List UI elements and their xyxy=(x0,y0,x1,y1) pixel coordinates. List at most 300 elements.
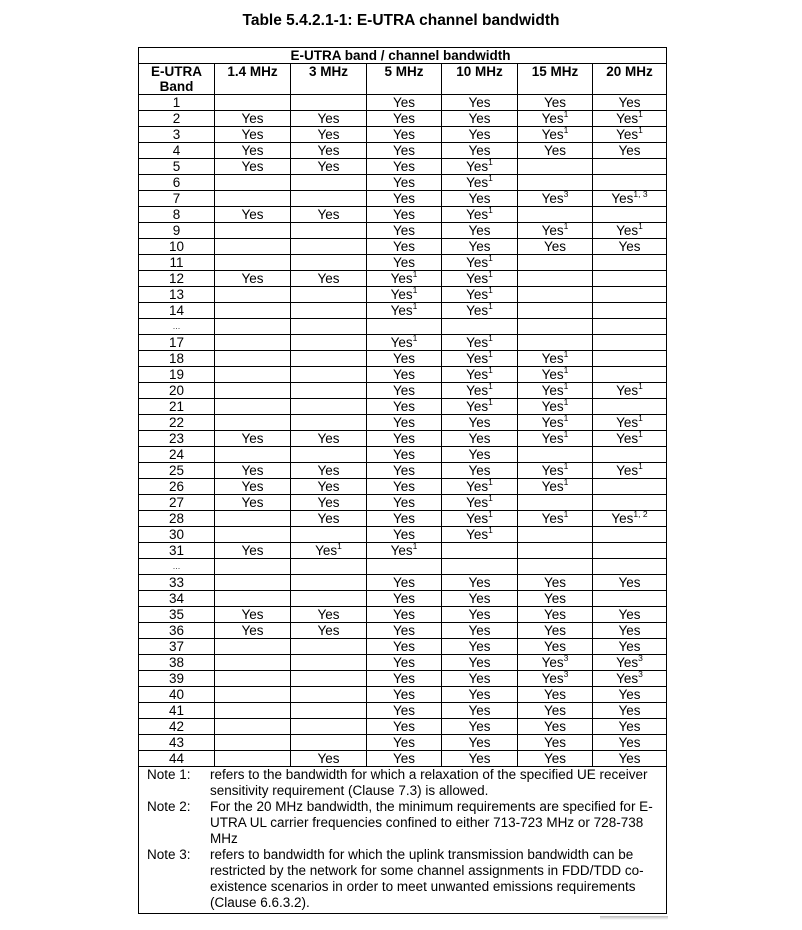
bandwidth-cell xyxy=(291,175,367,191)
bandwidth-cell xyxy=(442,719,518,735)
bandwidth-cell xyxy=(518,751,593,767)
bandwidth-cell xyxy=(442,319,518,335)
bandwidth-cell xyxy=(518,607,593,623)
cell-value: Yes xyxy=(241,271,264,286)
cell-value: Yes xyxy=(616,111,639,126)
cell-value: Yes xyxy=(468,223,491,238)
bandwidth-cell xyxy=(215,719,291,735)
cell-value: Yes xyxy=(468,95,491,110)
cell-value: Yes xyxy=(466,511,489,526)
cell-value: Yes xyxy=(468,431,491,446)
cell-value: Yes xyxy=(317,431,340,446)
cell-value: Yes xyxy=(466,335,489,350)
bandwidth-cell xyxy=(442,687,518,703)
bandwidth-cell xyxy=(442,351,518,367)
cell-value: Yes xyxy=(616,463,639,478)
bandwidth-cell xyxy=(215,527,291,543)
bandwidth-cell xyxy=(518,623,593,639)
bandwidth-cell xyxy=(442,479,518,495)
band-cell: 39 xyxy=(139,671,215,687)
bandwidth-cell xyxy=(442,575,518,591)
band-cell: 30 xyxy=(139,527,215,543)
band-cell: ... xyxy=(139,559,215,575)
notes-cell xyxy=(139,767,667,914)
cell-value: Yes xyxy=(618,719,641,734)
table-row xyxy=(139,239,667,255)
bandwidth-cell xyxy=(215,415,291,431)
bandwidth-cell xyxy=(291,495,367,511)
bandwidth-cell xyxy=(593,367,667,383)
bandwidth-cell xyxy=(442,431,518,447)
bandwidth-cell xyxy=(442,591,518,607)
cell-value: Yes xyxy=(466,287,489,302)
band-cell: 5 xyxy=(139,159,215,175)
footnote-reference: 1 xyxy=(488,510,493,519)
band-cell: 43 xyxy=(139,735,215,751)
table-row xyxy=(139,351,667,367)
bandwidth-cell xyxy=(215,495,291,511)
bandwidth-cell xyxy=(442,223,518,239)
bandwidth-cell xyxy=(367,223,442,239)
bandwidth-cell xyxy=(367,431,442,447)
bandwidth-cell xyxy=(291,719,367,735)
bandwidth-cell xyxy=(367,111,442,127)
band-cell: 37 xyxy=(139,639,215,655)
bandwidth-cell xyxy=(518,575,593,591)
cell-value: Yes xyxy=(466,383,489,398)
table-row xyxy=(139,431,667,447)
bandwidth-cell xyxy=(518,335,593,351)
bandwidth-cell xyxy=(367,655,442,671)
table-row xyxy=(139,191,667,207)
bandwidth-cell xyxy=(367,175,442,191)
bandwidth-cell xyxy=(518,719,593,735)
footnote-reference: 1 xyxy=(563,382,569,391)
bandwidth-cell xyxy=(215,287,291,303)
note-3 xyxy=(139,847,666,911)
table-row xyxy=(139,223,667,239)
bandwidth-cell xyxy=(291,655,367,671)
bandwidth-cell xyxy=(291,703,367,719)
bandwidth-cell xyxy=(593,95,667,111)
footnote-reference: 1 xyxy=(488,302,493,311)
cell-value: Yes xyxy=(541,511,564,526)
band-cell: 31 xyxy=(139,543,215,559)
bandwidth-cell xyxy=(367,511,442,527)
footnote-reference: 1 xyxy=(488,366,493,375)
bandwidth-cell xyxy=(367,703,442,719)
table-row xyxy=(139,463,667,479)
bandwidth-cell xyxy=(215,367,291,383)
cell-value: Yes xyxy=(390,271,413,286)
bandwidth-cell xyxy=(593,703,667,719)
bandwidth-cell xyxy=(291,399,367,415)
cell-value: Yes xyxy=(317,159,340,174)
cell-value: Yes xyxy=(541,223,564,238)
footnote-reference: 1 xyxy=(638,110,643,119)
footnote-reference: 1 xyxy=(488,334,493,343)
table-row xyxy=(139,303,667,319)
cell-value: Yes xyxy=(618,143,641,158)
bandwidth-cell xyxy=(367,447,442,463)
cell-value: Yes xyxy=(543,239,567,254)
bandwidth-cell xyxy=(442,415,518,431)
cell-value: Yes xyxy=(241,159,264,174)
notes-row xyxy=(139,767,667,914)
bandwidth-cell xyxy=(215,271,291,287)
bandwidth-cell xyxy=(291,607,367,623)
bandwidth-cell xyxy=(593,543,667,559)
bandwidth-cell xyxy=(442,559,518,575)
bandwidth-cell xyxy=(291,687,367,703)
bandwidth-cell xyxy=(367,463,442,479)
bandwidth-cell xyxy=(518,127,593,143)
cell-value: Yes xyxy=(468,111,491,126)
cell-value: Yes xyxy=(466,271,489,286)
bandwidth-cell xyxy=(442,639,518,655)
cell-value: Yes xyxy=(616,671,639,686)
bandwidth-cell xyxy=(518,399,593,415)
band-cell: 27 xyxy=(139,495,215,511)
column-header-5mhz: 5 MHz xyxy=(367,64,442,95)
cell-value: Yes xyxy=(317,127,340,142)
cell-value: Yes xyxy=(466,399,489,414)
bandwidth-cell xyxy=(291,751,367,767)
cell-value: Yes xyxy=(392,255,416,270)
table-row xyxy=(139,719,667,735)
cell-value: Yes xyxy=(616,415,639,430)
cell-value: Yes xyxy=(616,431,639,446)
bandwidth-cell xyxy=(291,575,367,591)
bandwidth-cell xyxy=(518,191,593,207)
bandwidth-cell xyxy=(215,143,291,159)
bandwidth-cell xyxy=(593,527,667,543)
bandwidth-cell xyxy=(291,287,367,303)
band-cell: 28 xyxy=(139,511,215,527)
band-cell: 8 xyxy=(139,207,215,223)
bandwidth-cell xyxy=(593,655,667,671)
cell-value: Yes xyxy=(390,543,413,558)
cell-value: Yes xyxy=(392,527,416,542)
span-header: E-UTRA band / channel bandwidth xyxy=(215,48,667,64)
cell-value: Yes xyxy=(468,607,491,622)
bandwidth-cell xyxy=(291,95,367,111)
cell-value: Yes xyxy=(468,143,491,158)
cell-value: Yes xyxy=(543,687,567,702)
footnote-reference: 1 xyxy=(563,366,569,375)
table-row xyxy=(139,639,667,655)
cell-value: Yes xyxy=(611,191,634,206)
bandwidth-cell xyxy=(593,479,667,495)
bandwidth-cell xyxy=(367,575,442,591)
bandwidth-cell xyxy=(291,543,367,559)
footnote-reference: 1 xyxy=(412,334,418,343)
bandwidth-cell xyxy=(518,639,593,655)
bandwidth-cell xyxy=(442,207,518,223)
cell-value: Yes xyxy=(468,239,491,254)
bandwidth-cell xyxy=(518,463,593,479)
band-cell: 6 xyxy=(139,175,215,191)
cell-value: Yes xyxy=(392,399,416,414)
table-row xyxy=(139,591,667,607)
bandwidth-cell xyxy=(291,639,367,655)
cell-value: Yes xyxy=(390,335,413,350)
bandwidth-cell xyxy=(518,479,593,495)
bandwidth-cell xyxy=(215,511,291,527)
footnote-reference: 1 xyxy=(638,462,643,471)
bandwidth-cell xyxy=(367,239,442,255)
footnote-reference: 1 xyxy=(638,414,643,423)
table-row xyxy=(139,495,667,511)
bandwidth-cell xyxy=(593,191,667,207)
band-cell: 42 xyxy=(139,719,215,735)
bandwidth-cell xyxy=(367,271,442,287)
bandwidth-cell xyxy=(593,463,667,479)
bandwidth-cell xyxy=(442,399,518,415)
footnote-reference: 1 xyxy=(488,254,493,263)
bandwidth-cell xyxy=(442,735,518,751)
bandwidth-cell xyxy=(291,511,367,527)
table-row xyxy=(139,559,667,575)
bandwidth-cell xyxy=(215,127,291,143)
cell-value: Yes xyxy=(468,687,491,702)
cell-value: Yes xyxy=(468,575,491,590)
cell-value: Yes xyxy=(543,143,567,158)
footnote-reference: 1 xyxy=(563,222,569,231)
bandwidth-cell xyxy=(518,271,593,287)
footnote-reference: 1 xyxy=(563,478,569,487)
table-row xyxy=(139,623,667,639)
cell-value: Yes xyxy=(541,431,564,446)
cell-value: Yes xyxy=(392,671,416,686)
cell-value: Yes xyxy=(543,575,567,590)
cell-value: Yes xyxy=(543,735,567,750)
bandwidth-cell xyxy=(215,751,291,767)
bandwidth-cell xyxy=(367,591,442,607)
bandwidth-cell xyxy=(215,111,291,127)
bandwidth-cell xyxy=(593,159,667,175)
cell-value: Yes xyxy=(392,175,416,190)
footnote-reference: 3 xyxy=(563,190,569,199)
cell-value: Yes xyxy=(618,95,641,110)
bandwidth-cell xyxy=(518,591,593,607)
bandwidth-cell xyxy=(518,511,593,527)
cell-value: Yes xyxy=(468,639,491,654)
bandwidth-cell xyxy=(291,527,367,543)
cell-value: Yes xyxy=(468,719,491,734)
bandwidth-cell xyxy=(215,159,291,175)
footnote-reference: 1 xyxy=(488,494,493,503)
bandwidth-cell xyxy=(215,479,291,495)
bandwidth-cell xyxy=(442,383,518,399)
bandwidth-cell xyxy=(215,255,291,271)
cell-value: Yes xyxy=(317,511,340,526)
cell-value: Yes xyxy=(466,303,489,318)
band-cell: 3 xyxy=(139,127,215,143)
table-row xyxy=(139,479,667,495)
footnote-reference: 1 xyxy=(563,126,569,135)
span-header-spacer xyxy=(139,48,215,64)
cell-value: Yes xyxy=(466,479,489,494)
cell-value: Yes xyxy=(541,415,564,430)
note-label: Note 2: xyxy=(147,799,191,814)
cell-value: Yes xyxy=(241,111,264,126)
band-cell: 11 xyxy=(139,255,215,271)
cell-value: Yes xyxy=(241,207,264,222)
bandwidth-cell xyxy=(291,239,367,255)
band-cell: 41 xyxy=(139,703,215,719)
cell-value: Yes xyxy=(317,143,340,158)
bandwidth-cell xyxy=(593,447,667,463)
bandwidth-cell xyxy=(367,287,442,303)
bandwidth-cell xyxy=(291,207,367,223)
bandwidth-cell xyxy=(291,271,367,287)
table-row xyxy=(139,111,667,127)
bandwidth-cell xyxy=(367,159,442,175)
cell-value: Yes xyxy=(466,367,489,382)
table-body xyxy=(139,95,667,767)
bandwidth-cell xyxy=(442,527,518,543)
table-row xyxy=(139,655,667,671)
bandwidth-cell xyxy=(367,127,442,143)
bandwidth-cell xyxy=(215,95,291,111)
band-cell: 20 xyxy=(139,383,215,399)
bandwidth-cell xyxy=(442,495,518,511)
bandwidth-cell xyxy=(442,703,518,719)
bandwidth-cell xyxy=(518,143,593,159)
bandwidth-cell xyxy=(367,335,442,351)
cell-value: Yes xyxy=(468,735,491,750)
cell-value: Yes xyxy=(392,431,416,446)
bandwidth-cell xyxy=(291,431,367,447)
bandwidth-cell xyxy=(518,447,593,463)
footnote-reference: 1 xyxy=(638,126,643,135)
bandwidth-cell xyxy=(291,479,367,495)
bandwidth-cell xyxy=(291,735,367,751)
cell-value: Yes xyxy=(618,735,641,750)
footnote-reference: 1 xyxy=(412,542,418,551)
bandwidth-cell xyxy=(518,319,593,335)
bandwidth-cell xyxy=(367,319,442,335)
bandwidth-cell xyxy=(518,495,593,511)
cell-value: Yes xyxy=(392,191,416,206)
bandwidth-cell xyxy=(215,207,291,223)
cell-value: Yes xyxy=(543,591,567,606)
cell-value: Yes xyxy=(541,191,564,206)
bandwidth-cell xyxy=(215,175,291,191)
table-row xyxy=(139,607,667,623)
column-header-3mhz: 3 MHz xyxy=(291,64,367,95)
cell-value: Yes xyxy=(541,383,564,398)
cell-value: Yes xyxy=(392,127,416,142)
bandwidth-cell xyxy=(291,367,367,383)
bandwidth-cell xyxy=(518,655,593,671)
bandwidth-cell xyxy=(367,95,442,111)
cell-value: Yes xyxy=(543,623,567,638)
bandwidth-cell xyxy=(215,703,291,719)
table-row xyxy=(139,367,667,383)
bandwidth-cell xyxy=(593,591,667,607)
bandwidth-cell xyxy=(215,447,291,463)
bandwidth-cell xyxy=(593,127,667,143)
bandwidth-cell xyxy=(215,303,291,319)
table-row xyxy=(139,271,667,287)
bandwidth-cell xyxy=(442,447,518,463)
bandwidth-cell xyxy=(442,607,518,623)
cell-value: Yes xyxy=(392,575,416,590)
bandwidth-cell xyxy=(291,415,367,431)
cell-value: Yes xyxy=(468,703,491,718)
bandwidth-cell xyxy=(367,543,442,559)
bandwidth-cell xyxy=(367,351,442,367)
cell-value: Yes xyxy=(468,671,491,686)
bandwidth-cell xyxy=(518,207,593,223)
bandwidth-cell xyxy=(291,463,367,479)
note-text: For the 20 MHz bandwidth, the minimum requirements are specified for E-UTRA UL carrier frequencies confined to either 713-723 MHz or 728-738 MHz xyxy=(210,799,653,846)
bandwidth-cell xyxy=(593,639,667,655)
bandwidth-cell xyxy=(518,703,593,719)
bandwidth-cell xyxy=(442,143,518,159)
band-cell: 12 xyxy=(139,271,215,287)
cell-value: Yes xyxy=(392,95,416,110)
bandwidth-cell xyxy=(291,335,367,351)
bandwidth-cell xyxy=(593,223,667,239)
table-row xyxy=(139,511,667,527)
cell-value: Yes xyxy=(392,703,416,718)
footnote-reference: 1 xyxy=(563,350,569,359)
footnote-reference: 1 xyxy=(488,286,493,295)
table-row xyxy=(139,255,667,271)
bandwidth-cell xyxy=(367,383,442,399)
bandwidth-cell xyxy=(442,191,518,207)
bandwidth-cell xyxy=(291,191,367,207)
bandwidth-cell xyxy=(593,623,667,639)
footnote-reference: 1 xyxy=(563,110,569,119)
band-cell: 14 xyxy=(139,303,215,319)
band-cell: 33 xyxy=(139,575,215,591)
bandwidth-cell xyxy=(215,399,291,415)
footnote-reference: 1 xyxy=(563,414,569,423)
note-2 xyxy=(139,799,666,847)
band-cell: 17 xyxy=(139,335,215,351)
cell-value: Yes xyxy=(392,511,416,526)
bandwidth-cell xyxy=(593,687,667,703)
bandwidth-cell xyxy=(442,671,518,687)
bandwidth-cell xyxy=(291,159,367,175)
channel-bandwidth-table xyxy=(138,47,667,914)
bandwidth-cell xyxy=(442,271,518,287)
cell-value: Yes xyxy=(241,495,264,510)
bandwidth-cell xyxy=(215,319,291,335)
bandwidth-cell xyxy=(518,239,593,255)
cell-value: Yes xyxy=(315,543,338,558)
bandwidth-cell xyxy=(291,319,367,335)
cell-value: Yes xyxy=(468,127,491,142)
cell-value: Yes xyxy=(392,239,416,254)
cell-value: Yes xyxy=(611,511,634,526)
table-title: Table 5.4.2.1-1: E-UTRA channel bandwidth xyxy=(242,12,560,29)
cell-value: Yes xyxy=(541,111,564,126)
bandwidth-cell xyxy=(442,655,518,671)
bandwidth-cell xyxy=(367,495,442,511)
footnote-reference: 1 xyxy=(638,222,643,231)
bandwidth-cell xyxy=(518,671,593,687)
cell-value: Yes xyxy=(543,95,567,110)
band-column-header: E-UTRA Band xyxy=(139,64,215,95)
bandwidth-cell xyxy=(442,127,518,143)
cell-value: Yes xyxy=(466,351,489,366)
bandwidth-cell xyxy=(291,447,367,463)
